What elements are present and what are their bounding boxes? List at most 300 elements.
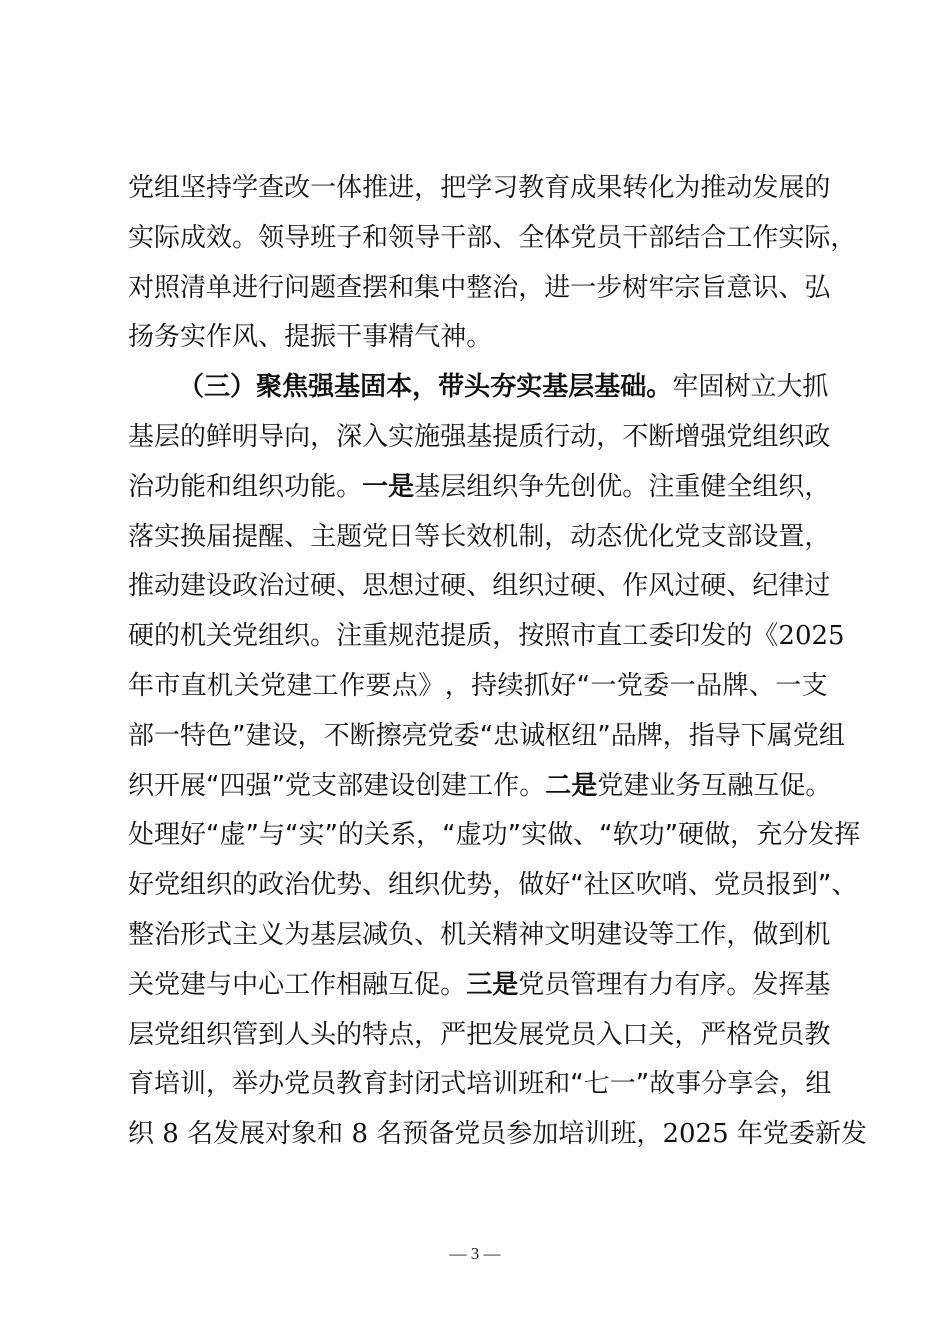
glyph: 创: [415, 770, 442, 801]
glyph: 主: [310, 521, 337, 552]
glyph: 组: [258, 621, 285, 652]
glyph: 中: [440, 272, 467, 303]
glyph: 工: [622, 621, 649, 652]
glyph: 健: [700, 471, 727, 502]
glyph: 务: [154, 322, 181, 353]
glyph: 党: [762, 1119, 789, 1150]
glyph: 互: [753, 770, 780, 801]
glyph: 实: [521, 820, 548, 851]
glyph: 组: [232, 471, 259, 502]
text-line-3: [128, 263, 831, 313]
glyph: 实: [778, 222, 805, 253]
glyph: 培: [154, 1069, 181, 1100]
glyph: 成: [570, 173, 597, 203]
glyph: 识: [752, 272, 779, 303]
glyph: 2: [778, 621, 795, 652]
glyph: 训: [584, 1119, 611, 1150]
glyph: 诚: [519, 720, 546, 751]
glyph: 建: [180, 969, 207, 1000]
glyph: ，: [830, 222, 857, 253]
glyph: 功: [284, 471, 311, 502]
glyph: 。: [466, 322, 493, 353]
glyph: 的: [336, 1019, 363, 1050]
glyph: 班: [310, 222, 337, 253]
glyph: 2: [811, 621, 829, 652]
glyph: 、: [596, 571, 623, 602]
glyph: 体: [336, 173, 363, 203]
glyph: 精: [492, 920, 519, 950]
glyph: 整: [128, 920, 155, 950]
glyph: 举: [232, 1069, 259, 1100]
glyph: 学: [466, 173, 493, 203]
glyph: 党: [518, 969, 545, 1000]
glyph: 把: [440, 173, 467, 203]
glyph: [729, 1109, 737, 1159]
glyph: 、: [778, 272, 805, 303]
glyph: 5: [712, 1119, 729, 1150]
glyph: ，: [206, 1069, 233, 1100]
glyph: 分: [701, 1069, 728, 1100]
glyph: 能: [180, 471, 207, 502]
glyph: 作: [339, 671, 366, 701]
glyph: 硬: [570, 571, 597, 602]
glyph: 题: [310, 272, 337, 303]
glyph: 》: [418, 671, 445, 701]
glyph: 、: [362, 870, 389, 901]
glyph: 四: [219, 770, 246, 801]
glyph: 旨: [700, 272, 727, 303]
glyph: 中: [232, 969, 259, 1000]
glyph: “: [479, 720, 494, 751]
glyph: 治: [128, 471, 155, 502]
glyph: 工: [726, 222, 753, 253]
glyph: 员: [739, 870, 766, 901]
text-line-5: [178, 362, 828, 412]
glyph: 和: [544, 1069, 571, 1100]
glyph: 关: [128, 969, 155, 1000]
glyph: 与: [259, 820, 286, 851]
glyph: 党: [752, 1019, 779, 1050]
glyph: 一: [775, 671, 802, 701]
glyph: 不: [622, 422, 649, 452]
glyph: 机: [804, 920, 831, 950]
glyph: 精: [388, 322, 415, 353]
glyph: 设: [389, 770, 416, 801]
glyph: 日: [388, 521, 415, 552]
glyph: 抓: [523, 671, 550, 701]
glyph: 务: [675, 770, 702, 801]
glyph: 市: [570, 621, 597, 652]
glyph: 式: [440, 1069, 467, 1100]
glyph: 政: [804, 422, 831, 452]
glyph: [368, 1109, 376, 1159]
glyph: 干: [336, 322, 363, 353]
glyph: 立: [750, 372, 777, 403]
glyph: 入: [362, 422, 389, 452]
glyph: 员: [544, 969, 571, 1000]
glyph: 。: [440, 969, 467, 1000]
glyph: 础: [620, 372, 647, 403]
glyph: 焦: [282, 372, 309, 403]
text-line-16: [128, 910, 831, 960]
glyph: 封: [388, 1069, 415, 1100]
glyph: 先: [544, 471, 571, 502]
glyph: 印: [674, 621, 701, 652]
glyph: 过: [414, 571, 441, 602]
glyph: ”: [635, 1069, 650, 1100]
glyph: 注: [336, 621, 363, 652]
glyph: 关: [206, 621, 233, 652]
glyph: 擦: [375, 720, 402, 751]
glyph: 部: [648, 222, 675, 253]
glyph: 员: [480, 1119, 507, 1150]
glyph: 明: [570, 920, 597, 950]
glyph: 意: [726, 272, 753, 303]
glyph: 支: [700, 521, 727, 552]
glyph: 8: [162, 1119, 179, 1150]
glyph: 按: [518, 621, 545, 652]
glyph: 工: [284, 969, 311, 1000]
glyph: 办: [258, 1069, 285, 1100]
glyph: 。: [646, 372, 673, 403]
glyph: 发: [808, 820, 835, 851]
glyph: 成: [180, 222, 207, 253]
glyph: 提: [232, 521, 259, 552]
glyph: 势: [466, 870, 493, 901]
glyph: 动: [154, 571, 181, 602]
glyph: 。: [336, 471, 363, 502]
glyph: 处: [128, 820, 155, 851]
glyph: 风: [232, 322, 259, 353]
glyph: 和: [388, 272, 415, 303]
glyph: 过: [284, 571, 311, 602]
glyph: 。: [310, 621, 337, 652]
glyph: 党: [454, 1119, 481, 1150]
glyph: “: [570, 1069, 584, 1100]
glyph: 思: [362, 571, 389, 602]
text-line-14: [128, 810, 861, 860]
glyph: 牌: [636, 720, 663, 751]
glyph: 置: [778, 521, 805, 552]
glyph: 支: [311, 770, 338, 801]
glyph: 心: [258, 969, 285, 1000]
glyph: 断: [648, 422, 675, 452]
glyph: 、: [414, 920, 441, 950]
glyph: 要: [365, 671, 392, 701]
glyph: 强: [440, 422, 467, 452]
glyph: 人: [284, 1019, 311, 1050]
glyph: 硬: [440, 571, 467, 602]
glyph: 2: [662, 1119, 679, 1150]
glyph: 层: [440, 471, 467, 502]
glyph: 改: [284, 173, 311, 203]
glyph: “: [206, 770, 220, 801]
glyph: 强: [308, 372, 335, 403]
glyph: 0: [794, 621, 812, 652]
glyph: “: [599, 820, 613, 851]
glyph: ”: [597, 720, 611, 751]
glyph: 区: [609, 870, 636, 901]
glyph: ）: [230, 372, 257, 403]
glyph: 动: [570, 422, 597, 452]
glyph: 作: [493, 770, 520, 801]
glyph: 、: [336, 571, 363, 602]
glyph: 宗: [674, 272, 701, 303]
glyph: 部: [337, 770, 364, 801]
glyph: “: [206, 820, 220, 851]
glyph: 创: [570, 471, 597, 502]
glyph: 主: [232, 920, 259, 950]
glyph: 层: [336, 920, 363, 950]
glyph: 织: [778, 422, 805, 452]
glyph: 推: [128, 571, 155, 602]
glyph: 牢: [672, 372, 699, 403]
glyph: 发: [752, 969, 779, 1000]
glyph: 带: [438, 372, 465, 403]
glyph: 展: [518, 1019, 545, 1050]
glyph: 织: [206, 1019, 233, 1050]
glyph: 制: [518, 521, 545, 552]
glyph: 《: [752, 621, 779, 652]
glyph: 分: [782, 820, 809, 851]
glyph: 吹: [635, 870, 662, 901]
glyph: 党: [570, 222, 597, 253]
glyph: 、: [258, 322, 285, 353]
glyph: 子: [336, 222, 363, 253]
glyph: 是: [492, 969, 519, 1000]
glyph: 好: [180, 820, 207, 851]
glyph: 工: [467, 770, 494, 801]
glyph: 弘: [804, 272, 831, 303]
glyph: 备: [428, 1119, 455, 1150]
glyph: 与: [206, 969, 233, 1000]
glyph: 重: [674, 471, 701, 502]
glyph: 学: [232, 173, 259, 203]
glyph: 发: [492, 1019, 519, 1050]
glyph: 直: [596, 621, 623, 652]
glyph: 习: [492, 173, 519, 203]
glyph: 质: [466, 621, 493, 652]
glyph: 色: [206, 720, 233, 751]
glyph: 指: [688, 720, 715, 751]
glyph: ，: [804, 521, 831, 552]
glyph: 夯: [490, 372, 517, 403]
glyph: 党: [285, 770, 312, 801]
glyph: 基: [466, 422, 493, 452]
glyph: 社: [583, 870, 610, 901]
glyph: 动: [726, 173, 753, 203]
glyph: 基: [310, 920, 337, 950]
glyph: 政: [258, 870, 285, 901]
glyph: 党: [427, 720, 454, 751]
glyph: 作: [622, 571, 649, 602]
glyph: 治: [492, 272, 519, 303]
glyph: 负: [388, 920, 415, 950]
glyph: 体: [544, 222, 571, 253]
glyph: 理: [154, 820, 181, 851]
glyph: 势: [336, 870, 363, 901]
glyph: 提: [492, 422, 519, 452]
glyph: 层: [128, 1019, 155, 1050]
glyph: 鲜: [206, 422, 233, 452]
glyph: 硬: [310, 571, 337, 602]
glyph: 功: [638, 820, 665, 851]
glyph: ，: [414, 173, 441, 203]
glyph: ，: [674, 1019, 701, 1050]
glyph: 届: [206, 521, 233, 552]
glyph: 聚: [256, 372, 283, 403]
glyph: 三: [204, 372, 231, 403]
glyph: 抓: [802, 372, 829, 403]
glyph: 进: [232, 272, 259, 303]
glyph: 设: [752, 521, 779, 552]
glyph: 、: [831, 870, 858, 901]
glyph: 硬: [128, 621, 155, 652]
glyph: 步: [596, 272, 623, 303]
glyph: 织: [258, 471, 285, 502]
glyph: 参: [506, 1119, 533, 1150]
glyph: 品: [696, 671, 723, 701]
text-line-9: [128, 561, 831, 611]
glyph: 做: [752, 920, 779, 950]
glyph: 下: [740, 720, 767, 751]
glyph: [343, 1109, 351, 1159]
glyph: （: [178, 372, 205, 403]
page-number: — 3 —: [449, 1244, 501, 1263]
glyph: 委: [453, 720, 480, 751]
glyph: 管: [570, 969, 597, 1000]
glyph: 到: [778, 920, 805, 950]
glyph: 照: [544, 621, 571, 652]
glyph: 一: [154, 720, 181, 751]
glyph: 。: [726, 969, 753, 1000]
glyph: 业: [649, 770, 676, 801]
glyph: 育: [544, 173, 571, 203]
glyph: 理: [596, 969, 623, 1000]
glyph: 文: [544, 920, 571, 950]
glyph: 振: [310, 322, 337, 353]
glyph: 导: [714, 720, 741, 751]
glyph: 实: [128, 222, 155, 253]
glyph: 纽: [571, 720, 598, 751]
glyph: ，: [662, 720, 689, 751]
glyph: 固: [360, 372, 387, 403]
glyph: ”: [271, 770, 286, 801]
glyph: 基: [594, 372, 621, 403]
glyph: 治: [258, 571, 285, 602]
glyph: 织: [128, 770, 155, 801]
glyph: 有: [622, 969, 649, 1000]
text-line-8: [128, 512, 831, 562]
glyph: 属: [766, 720, 793, 751]
glyph: 支: [801, 671, 828, 701]
glyph: 和: [206, 471, 233, 502]
glyph: 到: [258, 1019, 285, 1050]
glyph: 互: [388, 969, 415, 1000]
glyph: 会: [753, 1069, 780, 1100]
glyph: 单: [206, 272, 233, 303]
glyph: 全: [518, 222, 545, 253]
glyph: 促: [414, 969, 441, 1000]
glyph: 融: [362, 969, 389, 1000]
glyph: 强: [245, 770, 272, 801]
glyph: 挥: [834, 820, 861, 851]
glyph: “: [576, 671, 591, 701]
glyph: 建: [180, 571, 207, 602]
glyph: 的: [726, 621, 753, 652]
glyph: 落: [128, 521, 155, 552]
glyph: 系: [390, 820, 417, 851]
glyph: 际: [804, 222, 831, 253]
glyph: 层: [568, 372, 595, 403]
glyph: 软: [612, 820, 639, 851]
glyph: 序: [700, 969, 727, 1000]
glyph: 转: [622, 173, 649, 203]
glyph: 枢: [545, 720, 572, 751]
glyph: 。: [805, 770, 832, 801]
glyph: 展: [180, 770, 207, 801]
glyph: 实: [298, 820, 325, 851]
text-line-11: [128, 661, 828, 711]
glyph: 功: [154, 471, 181, 502]
glyph: 员: [310, 1069, 337, 1100]
glyph: 效: [466, 521, 493, 552]
glyph: 整: [466, 272, 493, 303]
glyph: 品: [610, 720, 637, 751]
glyph: 机: [440, 920, 467, 950]
glyph: 党: [713, 870, 740, 901]
glyph: 优: [622, 521, 649, 552]
glyph: 实: [154, 521, 181, 552]
glyph: 照: [154, 272, 181, 303]
glyph: 一: [669, 671, 696, 701]
glyph: 力: [648, 969, 675, 1000]
glyph: ，: [492, 870, 519, 901]
glyph: ，: [730, 820, 757, 851]
glyph: 神: [440, 322, 467, 353]
glyph: 党: [726, 422, 753, 452]
glyph: 党: [232, 621, 259, 652]
glyph: 查: [258, 173, 285, 203]
glyph: 象: [291, 1119, 318, 1150]
glyph: 式: [206, 920, 233, 950]
glyph: 发: [700, 621, 727, 652]
glyph: ，: [518, 272, 545, 303]
glyph: “: [570, 870, 584, 901]
glyph: 工: [674, 920, 701, 950]
glyph: 织: [206, 870, 233, 901]
glyph: 争: [518, 471, 545, 502]
glyph: ，: [596, 422, 623, 452]
glyph: 为: [674, 173, 701, 203]
glyph: 织: [778, 471, 805, 502]
glyph: 硬: [678, 820, 705, 851]
glyph: 重: [362, 621, 389, 652]
glyph: 新: [814, 1119, 841, 1150]
glyph: 部: [466, 222, 493, 253]
glyph: 组: [805, 1069, 832, 1100]
glyph: 员: [570, 1019, 597, 1050]
glyph: ，: [779, 1069, 806, 1100]
text-line-15: [128, 860, 858, 910]
glyph: 党: [128, 173, 155, 203]
glyph: 规: [388, 621, 415, 652]
glyph: 工: [312, 671, 339, 701]
glyph: 预: [402, 1119, 429, 1150]
glyph: 动: [570, 521, 597, 552]
glyph: 织: [518, 571, 545, 602]
glyph: 好: [544, 870, 571, 901]
